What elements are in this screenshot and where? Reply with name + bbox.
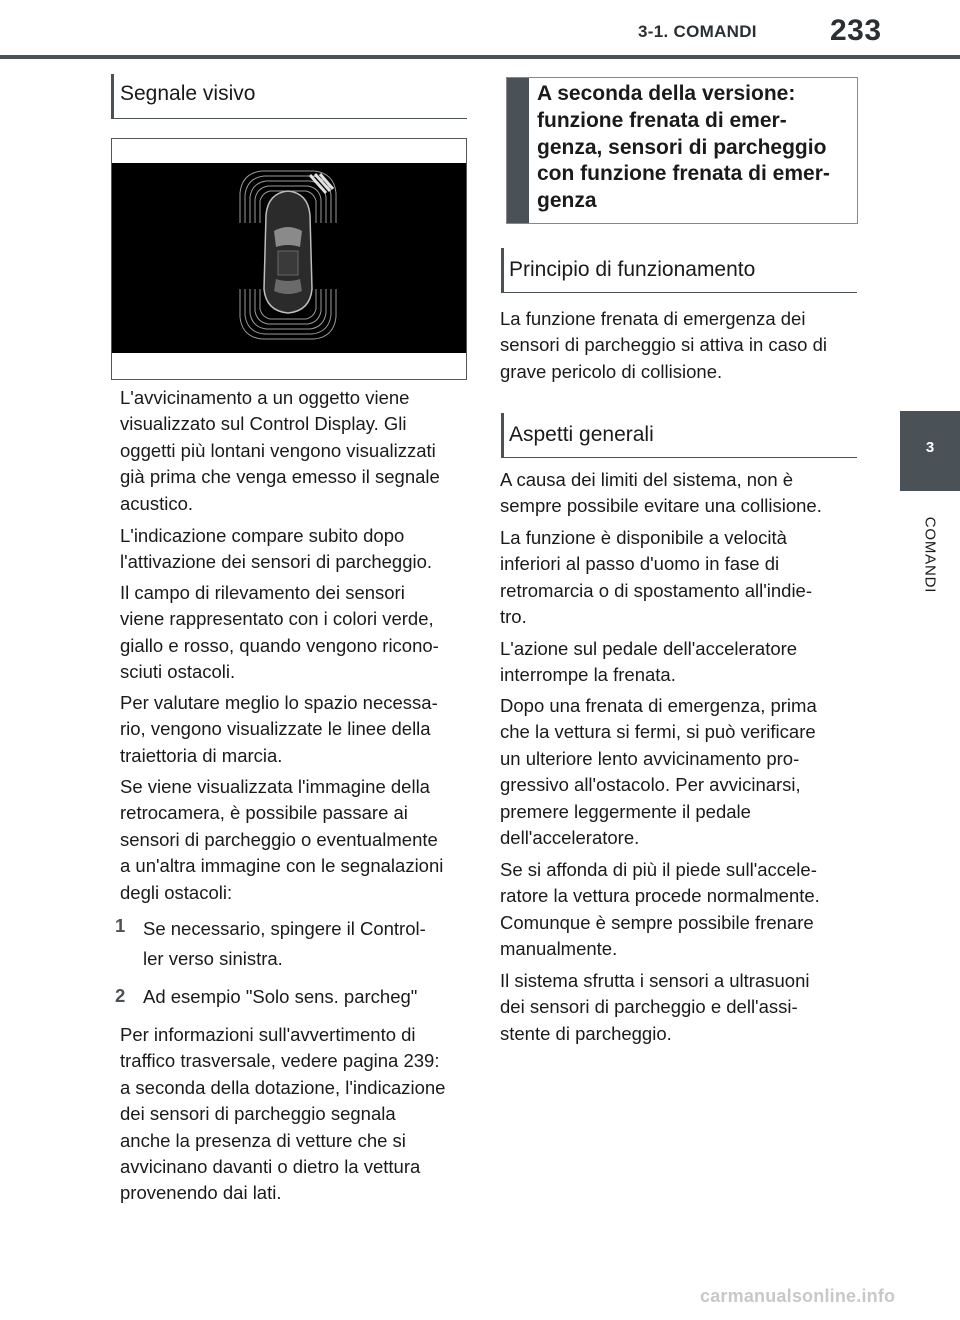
para-cross-traffic: Per informazioni sull'avvertimento di traffico trasversale, vedere pagina 239: a seconda della dotazione, l'indicazione dei sensori di parcheggio segnala anche la presenza di vetture che si avvicinano davanti o dietro la vettura provenendo dai lati. [120,1024,446,1204]
header-rule [0,55,960,59]
para-override: Se si affonda di più il piede sull'accele- ratore la vettura procede normalmente. Comunque è sempre possibile frenare manualmente. [500,859,820,960]
heading-rule [501,457,857,458]
chapter-label: COMANDI [921,516,939,594]
heading-rule [111,118,467,119]
para-indication: L'indicazione compare subito dopo l'attivazione dei sensori di parcheggio. [120,525,433,573]
callout-title: A seconda della versione: funzione frenata di emer- genza, sensori di parcheggio con funzione frenata di emer- genza [537,82,830,213]
heading-segnale-visivo: Segnale visivo [120,82,256,105]
chapter-number: 3 [925,439,935,456]
para-principle: La funzione frenata di emergenza dei sensori di parcheggio si attiva in caso di grave pericolo di collisione. [500,308,828,382]
para-trajectory: Per valutare meglio lo spazio necessa- rio, vengono visualizzate le linee della traiettoria di marcia. [120,692,438,766]
heading-bar [501,248,504,292]
heading-bar [111,74,114,118]
section-title: 3-1. COMANDI [638,22,757,41]
para-rear-camera: Se viene visualizzata l'immagine della retrocamera, è possibile passare ai sensori di parcheggio o eventualmente a un'altra immagine con le segnalazioni degli ostacoli: [120,776,444,903]
heading-rule [501,292,857,293]
page-number: 233 [830,14,882,47]
para-ultrasonic: Il sistema sfrutta i sensori a ultrasuoni dei sensori di parcheggio e dell'assi- stente di parcheggio. [500,970,810,1044]
heading-bar [501,413,504,457]
callout-bar [507,78,529,223]
watermark: carmanualsonline.info [700,1286,896,1306]
step-text: Se necessario, spingere il Control- ler verso sinistra. [143,918,426,969]
step-number: 2 [115,985,126,1006]
para-visual-signal: L'avvicinamento a un oggetto viene visualizzato sul Control Display. Gli oggetti più lontani vengono visualizzati già prima che venga emesso il segnale acustico. [120,387,440,514]
heading-principio: Principio di funzionamento [509,258,756,281]
version-callout [506,77,858,224]
heading-aspetti-generali: Aspetti generali [509,423,654,446]
para-availability: La funzione è disponibile a velocità inferiori al passo d'uomo in fase di retromarcia o di spostamento all'indie- tro. [500,527,813,628]
step-text: Ad esempio "Solo sens. parcheg" [143,986,418,1007]
para-after-braking: Dopo una frenata di emergenza, prima che la vettura si fermi, si può verificare un ulteriore lento avvicinamento pro- gressivo all'ostacolo. Per avvicinarsi, premere leggermente il pedale dell'acceleratore. [500,695,817,849]
parking-sensor-display-illustration [111,138,467,380]
step-number: 1 [115,915,126,936]
para-detection-range: Il campo di rilevamento dei sensori viene rappresentato con i colori verde, giallo e rosso, quando vengono ricono- sciuti ostacoli. [120,582,439,683]
chapter-tab[interactable] [900,411,960,491]
para-system-limits: A causa dei limiti del sistema, non è sempre possibile evitare una collisione. [500,469,822,517]
para-accelerator: L'azione sul pedale dell'acceleratore interrompe la frenata. [500,638,798,686]
